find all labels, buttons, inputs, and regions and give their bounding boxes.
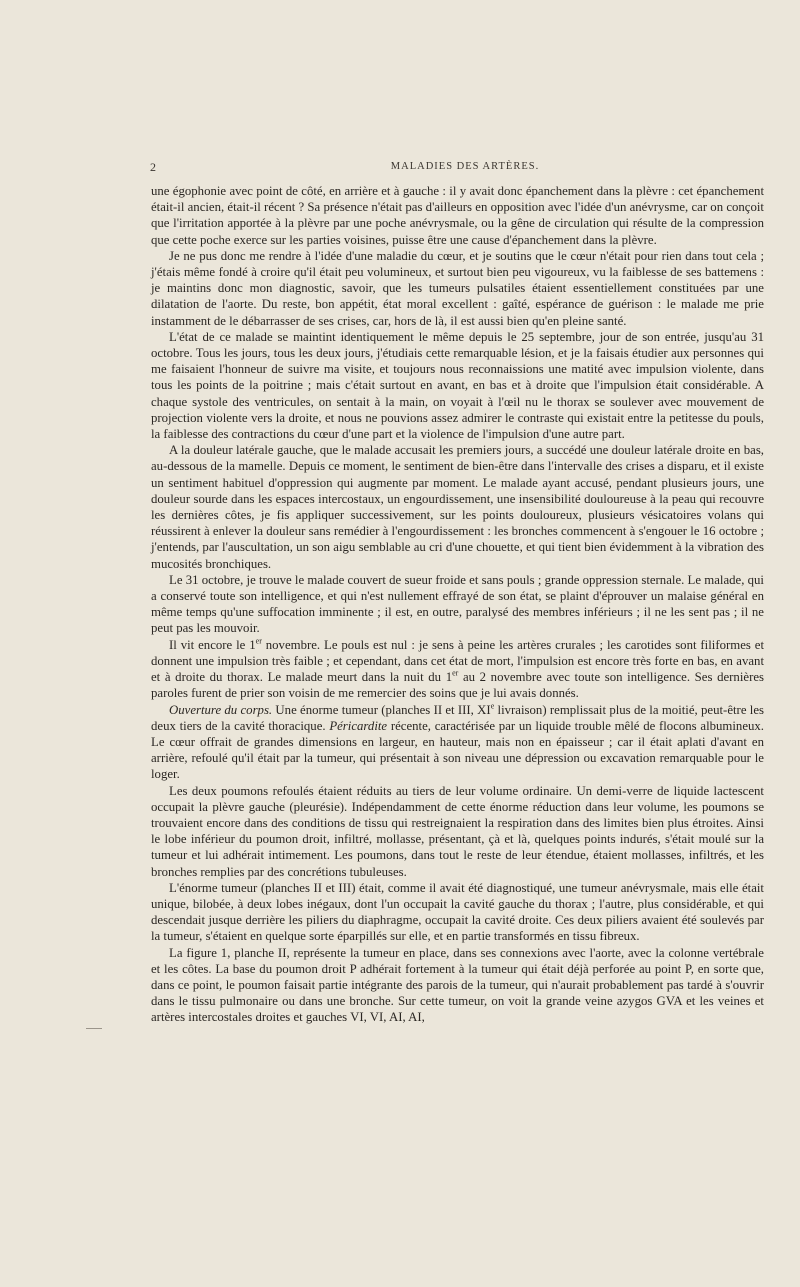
paragraph: L'énorme tumeur (planches II et III) était, comme il avait été diagnostiqué, une tumeur anévrysmale, mais elle était unique, bilobée, à deux lobes inégaux, dont l'un occupait la cavité gauche du thorax ; l'autre, plus considérable, et qui descendait jusque derrière les piliers du diaphragme, occupait la cavité droite. Ces deux piliers avaient été soulevés par la tumeur, s'étaient en quelque sorte éparpillés sur elle, et en partie transformés en tissu fibreux. (151, 880, 764, 944)
paragraph: une égophonie avec point de côté, en arrière et à gauche : il y avait donc épanchement dans la plèvre : cet épanchement était-il ancien, était-il récent ? Sa présence n'était pas d'ailleurs en opposition avec l'idée d'un anévrysme, car on conçoit que l'irritation apportée à la plèvre par une poche anévrysmale, ou la gêne de circulation qui résulte de la compression que cette poche exerce sur les parties voisines, puisse être une cause d'épanchement dans la plèvre. (151, 184, 764, 247)
paragraph: Je ne pus donc me rendre à l'idée d'une maladie du cœur, et je soutins que le cœur n'était pour rien dans tout cela ; j'étais même fondé à croire qu'il était peu volumineux, et surtout bien peu vigoureux, vu la faiblesse de ses battemens : je maintins donc mon diagnostic, savoir, que les tumeurs pulsatiles étaient essentiellement constituées par une dilatation de l'aorte. Du reste, bon appétit, état moral excellent : gaîté, espérance de guérison : le malade me prie instamment de le débarrasser de ses crises, car, hors de là, il est aussi bien qu'en pleine santé. (151, 248, 764, 328)
italic-term: Péricardite (329, 718, 388, 733)
paragraph (151, 702, 764, 783)
section-heading: Ouverture du corps. (169, 702, 273, 717)
paragraph: A la douleur latérale gauche, que le malade accusait les premiers jours, a succédé une douleur latérale droite en bas, au-dessous de la mamelle. Depuis ce moment, le sentiment de bien-être dans l'intervalle des crises a disparu, et il existe un sentiment habituel d'oppression qui augmente par moment. Le malade ayant accusé, pendant plusieurs jours, une douleur sourde dans les espaces intercostaux, un engourdissement, une insensibilité douloureuse à la peau qui recouvre les dernières côtes, je fis appliquer successivement, sur les points douloureux, plusieurs vésicatoires volans qui réussirent à enlever la douleur sans remédier à l'engourdissement : les bronches commencent à s'engouer le 16 octobre ; j'entends, par l'auscultation, un son aigu semblable au cri d'une chouette, et qui tient bien évidemment à la vibration des mucosités bronchiques. (151, 443, 764, 571)
text-run: Il vit encore le 1 (169, 637, 256, 652)
text-run: Une énorme tumeur (planches II et III, XI (272, 702, 491, 717)
superscript: er (255, 636, 262, 646)
paragraph: L'état de ce malade se maintint identiquement le même depuis le 25 septembre, jour de son entrée, jusqu'au 31 octobre. Tous les jours, tous les deux jours, j'étudiais cette remarquable lésion, et je la faisais étudier aux personnes qui me faisaient l'honneur de suivre ma visite, et toujours nous reconnaissions une matité avec impulsion violente, dans tous les points de la poitrine ; mais c'était surtout en avant, en bas et à droite que l'impulsion était considérable. A chaque systole des ventricules, on sentait à la main, on voyait à l'œil nu le thorax se soulever avec mouvement de projection violente vers la droite, et nous ne pouvions assez admirer le contraste qui existait entre la petitesse du pouls, la faiblesse des contractions du cœur d'une part et la violence de l'impulsion d'une autre part. (151, 329, 764, 442)
page-number: 2 (150, 160, 157, 174)
superscript: e (490, 701, 495, 711)
text-run: novembre. Le pouls est nul : je sens à peine les artères crurales ; les carotides sont filiformes et donnent une impulsion très faible ; et cependant, dans cet état de mort, l'impulsion est encore très forte en bas, en avant et à droite du thorax. Le malade meurt dans la nuit du 1 (151, 637, 765, 685)
body-text (151, 183, 764, 1026)
paragraph: Les deux poumons refoulés étaient réduits au tiers de leur volume ordinaire. Un demi-verre de liquide lactescent occupait la plèvre gauche (pleurésie). Indépendamment de cette énorme réduction dans leur volume, les poumons se trouvaient encore dans des conditions de tissu qui restreignaient la respiration dans des limites bien plus étroites. Ainsi le lobe inférieur du poumon droit, infiltré, mollasse, présentant, çà et là, quelques points indurés, s'était moulé sur la tumeur et lui adhérait intimement. Les poumons, dans tout le reste de leur étendue, étaient mollasses, infiltrés, et les bronches remplies par des concrétions tubuleuses. (151, 783, 764, 879)
page-header (150, 160, 780, 176)
margin-mark (86, 1028, 102, 1029)
paragraph: La figure 1, planche II, représente la tumeur en place, dans ses connexions avec l'aorte, avec la colonne vertébrale et les côtes. La base du poumon droit P adhérait fortement à la tumeur qui était déjà perforée au point P, en sorte que, dans ce point, le poumon faisait partie intégrante des parois de la tumeur, qui n'aurait probablement pas tardé à s'ouvrir dans le tissu pulmonaire ou dans une bronche. Sur cette tumeur, on voit la grande veine azygos GVA et les veines et artères intercostales droites et gauches VI, VI, AI, AI, (151, 945, 764, 1025)
running-title: MALADIES DES ARTÈRES. (390, 161, 540, 172)
text-run: au 2 novembre avec toute son intelligence. Ses dernières paroles furent de prier son voisin de me remercier des soins que je lui avais donnés. (151, 670, 764, 701)
text-run: livraison) remplissait plus de la moitié, peut-être les deux tiers de la cavité thoracique. (151, 702, 765, 733)
paragraph (151, 637, 764, 702)
text-run: récente, caractérisée par un liquide trouble mêlé de flocons albumineux. Le cœur offrait de grandes dimensions en largeur, en hauteur, mais non en épaisseur ; car il était aplati d'avant en arrière, refoulé qu'il était par la tumeur, qui présentait à son niveau une dépression ou excavation remarquable pour le loger. (151, 718, 764, 782)
superscript: er (452, 668, 459, 678)
paragraph: Le 31 octobre, je trouve le malade couvert de sueur froide et sans pouls ; grande oppression sternale. Le malade, qui a conservé toute son intelligence, et qui n'est nullement effrayé de son état, se plaint d'éprouver un malaise général en même temps qu'une suffocation imminente ; il est, en outre, paralysé des membres inférieurs ; il ne les sent pas ; il ne peut pas les mouvoir. (151, 572, 764, 636)
